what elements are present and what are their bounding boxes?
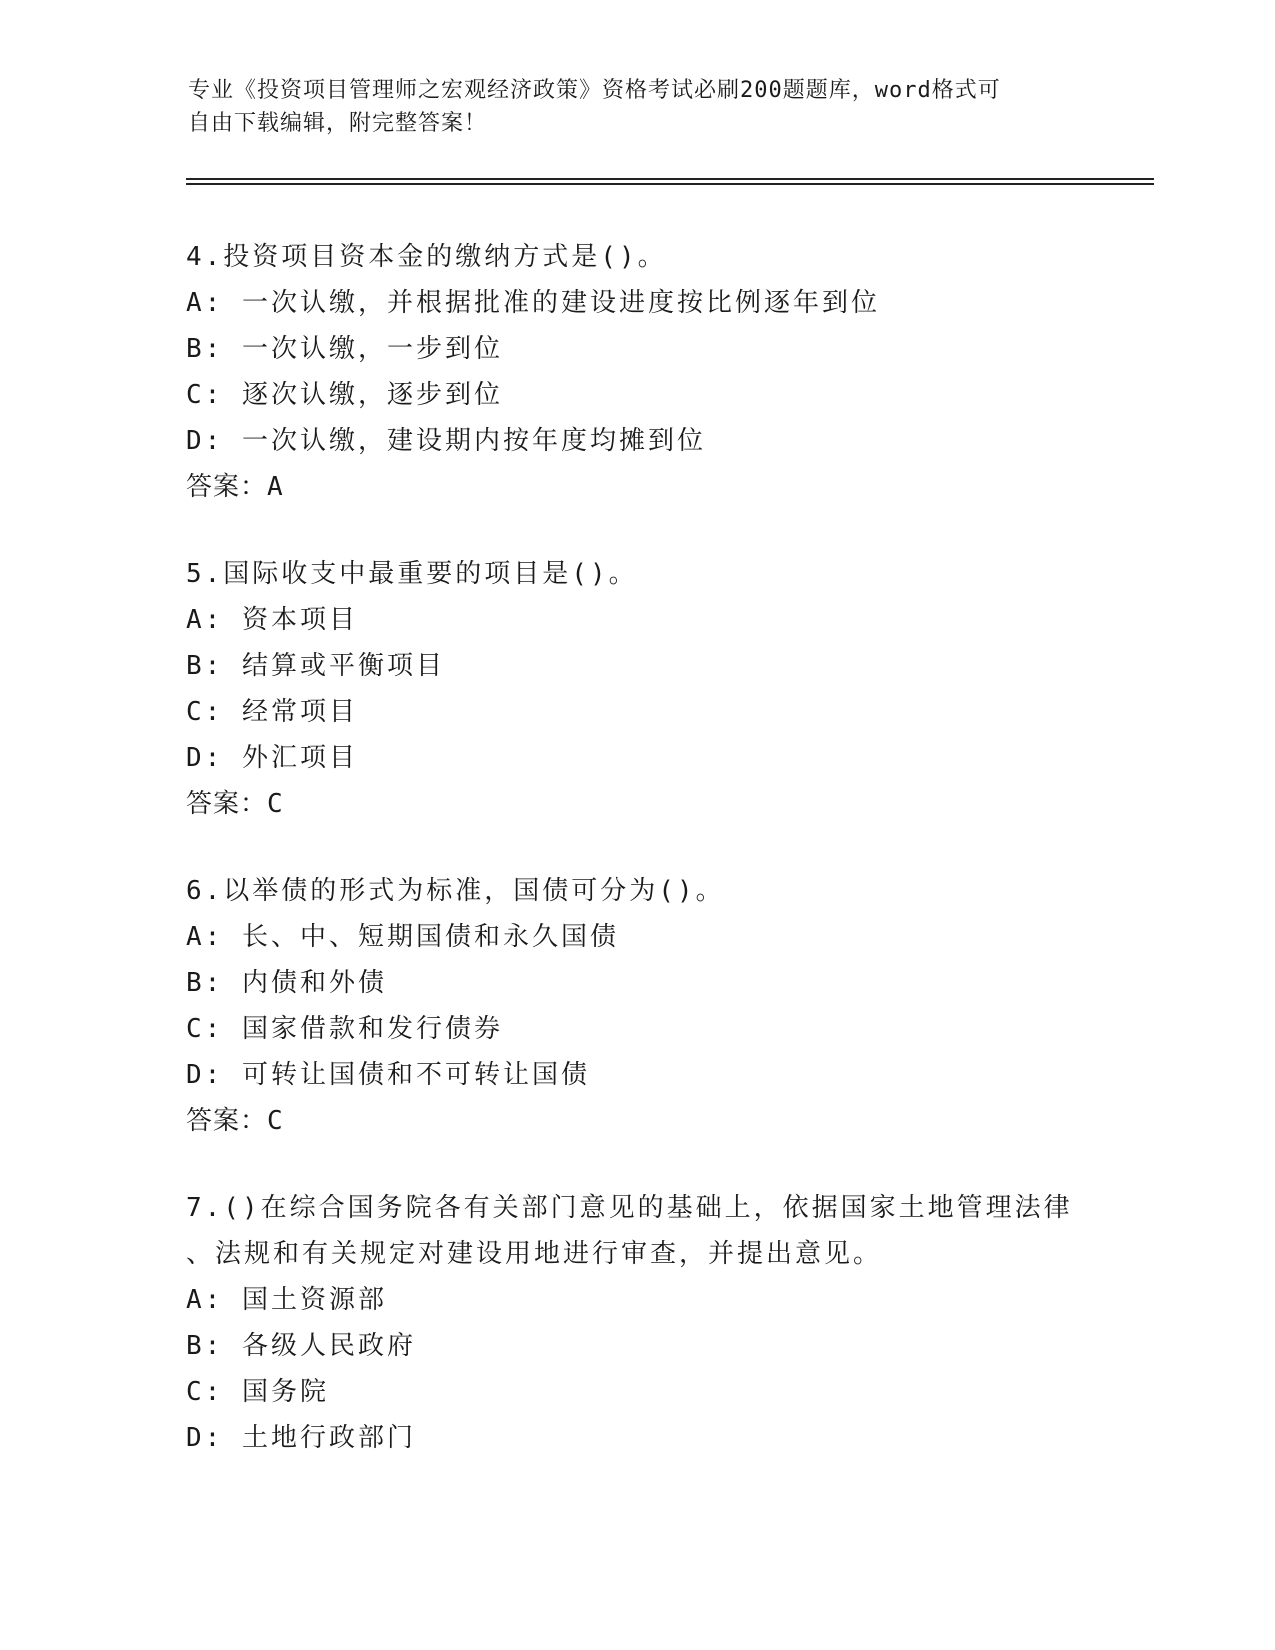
- question-6: [186, 868, 1086, 1144]
- option-c: C: 国家借款和发行债券: [186, 1014, 503, 1044]
- header-line-2: 自由下载编辑，附完整答案！: [188, 111, 488, 136]
- option-d: D: 可转让国债和不可转让国债: [186, 1060, 590, 1090]
- header-line-1: 专业《投资项目管理师之宏观经济政策》资格考试必刷200题题库，word格式可: [188, 78, 1001, 103]
- answer: 答案：C: [186, 1106, 284, 1136]
- option-b: B: 内债和外债: [186, 968, 387, 998]
- question-5: [186, 551, 1086, 827]
- header-divider-top: [186, 178, 1154, 180]
- question-stem: 4.投资项目资本金的缴纳方式是()。: [186, 242, 667, 272]
- option-a: A: 资本项目: [186, 605, 358, 635]
- option-c: C: 逐次认缴，逐步到位: [186, 380, 503, 410]
- option-b: B: 结算或平衡项目: [186, 651, 445, 681]
- option-a: A: 长、中、短期国债和永久国债: [186, 922, 619, 952]
- answer: 答案：A: [186, 472, 284, 502]
- header-divider-bottom: [186, 183, 1154, 185]
- question-4: [186, 234, 1086, 510]
- option-c: C: 国务院: [186, 1377, 329, 1407]
- option-d: D: 土地行政部门: [186, 1423, 416, 1453]
- answer: 答案：C: [186, 789, 284, 819]
- document-header: [188, 74, 1068, 140]
- option-b: B: 各级人民政府: [186, 1331, 416, 1361]
- question-7: [186, 1185, 1086, 1461]
- question-stem-line-2: 、法规和有关规定对建设用地进行审查，并提出意见。: [186, 1239, 883, 1269]
- question-list: [186, 234, 1086, 1502]
- option-d: D: 一次认缴，建设期内按年度均摊到位: [186, 426, 706, 456]
- option-a: A: 一次认缴，并根据批准的建设进度按比例逐年到位: [186, 288, 880, 318]
- option-c: C: 经常项目: [186, 697, 358, 727]
- question-stem: 6.以举债的形式为标准，国债可分为()。: [186, 876, 725, 906]
- option-a: A: 国土资源部: [186, 1285, 387, 1315]
- option-b: B: 一次认缴，一步到位: [186, 334, 503, 364]
- question-stem-line-1: 7.()在综合国务院各有关部门意见的基础上，依据国家土地管理法律: [186, 1193, 1073, 1223]
- option-d: D: 外汇项目: [186, 743, 358, 773]
- question-stem: 5.国际收支中最重要的项目是()。: [186, 559, 638, 589]
